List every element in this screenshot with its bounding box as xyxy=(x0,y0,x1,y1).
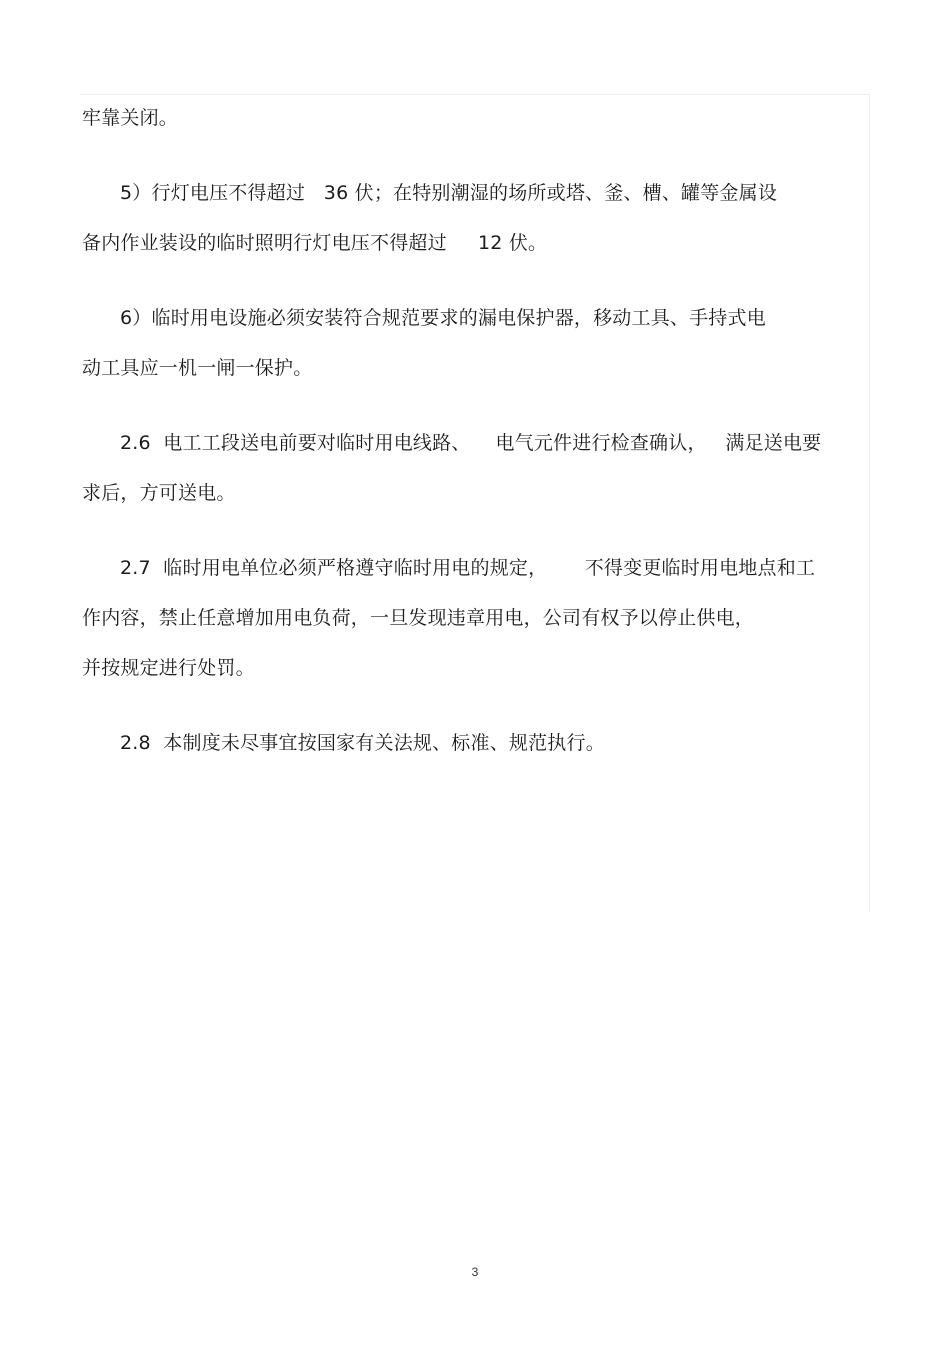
text-line-item5-b: 备内作业装设的临时照明行灯电压不得超过 12 伏。 xyxy=(82,232,548,254)
text-line-clause-2-7-a: 2.7 临时用电单位必须严格遵守临时用电的规定， 不得变更临时用电地点和工 xyxy=(120,557,816,579)
text-line-clause-2-7-b: 作内容，禁止任意增加用电负荷，一旦发现违章用电，公司有权予以停止供电， xyxy=(82,607,755,629)
page-border-top xyxy=(80,94,870,95)
text-line-clause-2-6-a: 2.6 电工工段送电前要对临时用电线路、 电气元件进行检查确认， 满足送电要 xyxy=(120,432,822,454)
page-border-right xyxy=(869,94,870,912)
text-line-item6-b: 动工具应一机一闸一保护。 xyxy=(82,357,313,379)
text-line-closure: 牢靠关闭。 xyxy=(82,107,179,129)
text-line-item5-a: 5）行灯电压不得超过 36 伏；在特别潮湿的场所或塔、釜、槽、罐等金属设 xyxy=(120,182,778,204)
text-line-clause-2-8: 2.8 本制度未尽事宜按国家有关法规、标准、规范执行。 xyxy=(120,732,605,754)
text-line-clause-2-6-b: 求后，方可送电。 xyxy=(82,482,236,504)
page-number: 3 xyxy=(471,1265,479,1279)
text-line-clause-2-7-c: 并按规定进行处罚。 xyxy=(82,657,255,679)
text-line-item6-a: 6）临时用电设施必须安装符合规范要求的漏电保护器，移动工具、手持式电 xyxy=(120,307,766,329)
